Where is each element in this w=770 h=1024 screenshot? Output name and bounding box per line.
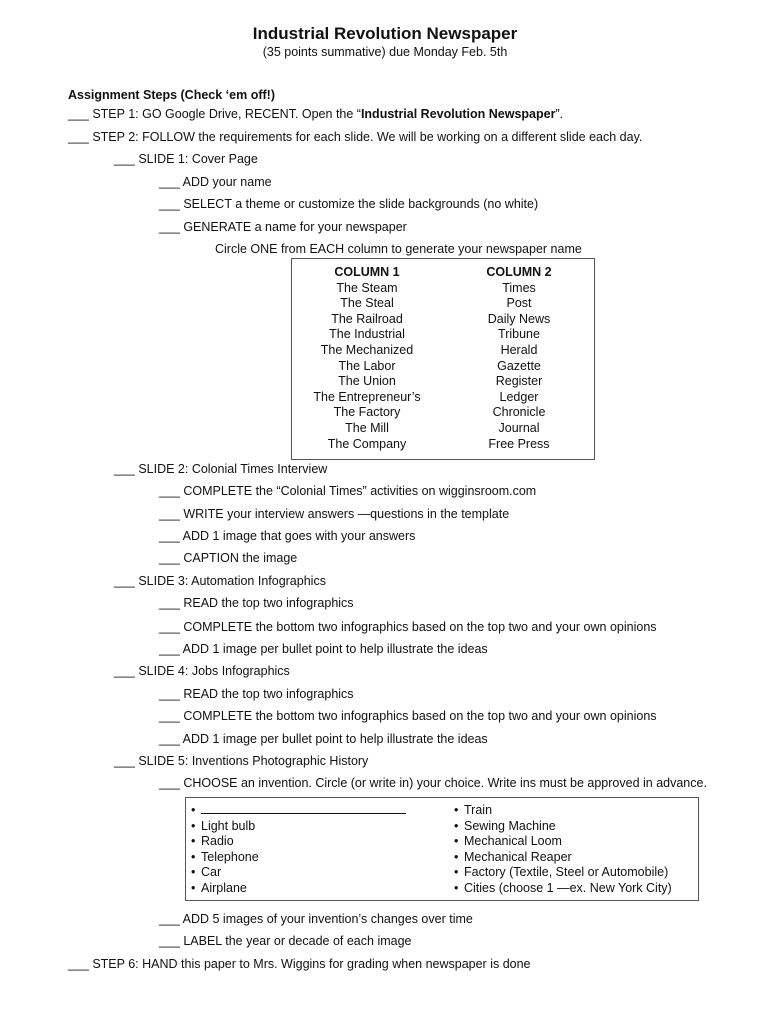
slide-1-item: ___ SELECT a theme or customize the slide backgrounds (no white) xyxy=(159,197,539,211)
document-title: Industrial Revolution Newspaper xyxy=(252,24,518,43)
slide-5-title: ___ SLIDE 5: Inventions Photographic History xyxy=(114,754,369,768)
column-2-option[interactable]: Daily News xyxy=(487,311,551,326)
slide-1-item: ___ ADD your name xyxy=(159,175,272,189)
column-1-option[interactable]: The Mill xyxy=(345,420,389,435)
invention-option[interactable]: • Sewing Machine xyxy=(454,818,556,833)
invention-option[interactable]: • Light bulb xyxy=(191,818,256,833)
invention-option[interactable]: • Radio xyxy=(191,834,234,849)
column-2-option[interactable]: Post xyxy=(506,296,532,311)
column-1-option[interactable]: The Company xyxy=(327,436,407,451)
step-1-doc-name: Industrial Revolution Newspaper xyxy=(360,107,556,121)
step-6: ___ STEP 6: HAND this paper to Mrs. Wiggins for grading when newspaper is done xyxy=(68,957,531,971)
document-subtitle: (35 points summative) due Monday Feb. 5th xyxy=(262,45,508,59)
invention-option[interactable]: • Factory (Textile, Steel or Automobile) xyxy=(454,865,669,880)
slide-5-item: ___ ADD 5 images of your invention’s changes over time xyxy=(159,912,473,926)
column-1-option[interactable]: The Mechanized xyxy=(320,342,414,357)
slide-4-title: ___ SLIDE 4: Jobs Infographics xyxy=(114,664,290,678)
slide-3-item: ___ ADD 1 image per bullet point to help illustrate the ideas xyxy=(159,642,488,656)
slide-3-item: ___ READ the top two infographics xyxy=(159,596,354,610)
column-2-option[interactable]: Chronicle xyxy=(492,405,546,420)
slide-4-item: ___ COMPLETE the bottom two infographics based on the top two and your own opinions xyxy=(159,709,657,723)
column-1-option[interactable]: The Factory xyxy=(333,405,401,420)
invention-option[interactable]: • Telephone xyxy=(191,849,259,864)
slide-1-item: ___ GENERATE a name for your newspaper xyxy=(159,220,407,234)
invention-option[interactable]: • Mechanical Loom xyxy=(454,834,562,849)
write-in-blank[interactable] xyxy=(201,804,406,814)
column-2-option[interactable]: Ledger xyxy=(499,389,539,404)
invention-list-left xyxy=(191,803,406,897)
column-2-option[interactable]: Times xyxy=(502,280,536,295)
step-1 xyxy=(68,107,563,121)
slide-5-choose: ___ CHOOSE an invention. Circle (or write in) your choice. Write ins must be approved in advance. xyxy=(159,776,707,790)
column-1-option[interactable]: The Steal xyxy=(340,296,394,311)
invention-option[interactable]: • Airplane xyxy=(191,880,247,895)
slide-1-title: ___ SLIDE 1: Cover Page xyxy=(114,152,258,166)
column-1-option[interactable]: The Steam xyxy=(336,280,398,295)
step-2: ___ STEP 2: FOLLOW the requirements for each slide. We will be working on a different slide each day. xyxy=(68,130,643,144)
invention-option[interactable]: • Car xyxy=(191,865,222,880)
invention-choices-box xyxy=(185,797,699,901)
invention-option[interactable]: • Train xyxy=(454,803,493,817)
slide-2-item: ___ CAPTION the image xyxy=(159,551,298,565)
column-2-header: COLUMN 2 xyxy=(486,265,552,279)
column-1-option[interactable]: The Union xyxy=(338,374,396,389)
column-1-option[interactable]: The Labor xyxy=(338,358,396,373)
slide-2-item: ___ ADD 1 image that goes with your answers xyxy=(159,529,416,543)
assignment-heading: Assignment Steps (Check ‘em off!) xyxy=(68,88,275,102)
slide-4-item: ___ READ the top two infographics xyxy=(159,687,354,701)
slide-3-item: ___ COMPLETE the bottom two infographics based on the top two and your own opinions xyxy=(159,620,657,634)
invention-option[interactable]: • Mechanical Reaper xyxy=(454,849,572,864)
column-2-option[interactable]: Register xyxy=(495,374,543,389)
column-1-option[interactable]: The Railroad xyxy=(331,311,403,326)
circle-instruction: Circle ONE from EACH column to generate your newspaper name xyxy=(215,242,582,256)
step-1-prefix: ___ STEP 1: GO Google Drive, RECENT. Open the “ xyxy=(68,107,361,121)
invention-write-in[interactable]: • xyxy=(191,803,406,819)
invention-list-right xyxy=(454,803,672,897)
column-2-option[interactable]: Journal xyxy=(498,420,540,435)
slide-5-item: ___ LABEL the year or decade of each image xyxy=(159,934,412,948)
column-1-option[interactable]: The Industrial xyxy=(329,327,405,342)
newspaper-name-table xyxy=(291,258,595,460)
column-1-header: COLUMN 1 xyxy=(334,265,400,279)
slide-3-title: ___ SLIDE 3: Automation Infographics xyxy=(114,574,326,588)
slide-2-item: ___ WRITE your interview answers —questions in the template xyxy=(159,507,510,521)
column-2 xyxy=(462,265,576,452)
step-1-suffix: ”. xyxy=(555,107,564,121)
column-2-option[interactable]: Herald xyxy=(500,342,538,357)
column-1-option[interactable]: The Entrepreneur’s xyxy=(313,389,421,404)
column-2-option[interactable]: Tribune xyxy=(498,327,540,342)
column-2-option[interactable]: Free Press xyxy=(488,436,550,451)
column-1 xyxy=(300,265,434,452)
column-2-option[interactable]: Gazette xyxy=(497,358,541,373)
slide-4-item: ___ ADD 1 image per bullet point to help illustrate the ideas xyxy=(159,732,488,746)
slide-2-item: ___ COMPLETE the “Colonial Times” activities on wigginsroom.com xyxy=(159,484,537,498)
invention-option[interactable]: • Cities (choose 1 —ex. New York City) xyxy=(454,880,672,895)
slide-2-title: ___ SLIDE 2: Colonial Times Interview xyxy=(114,462,328,476)
